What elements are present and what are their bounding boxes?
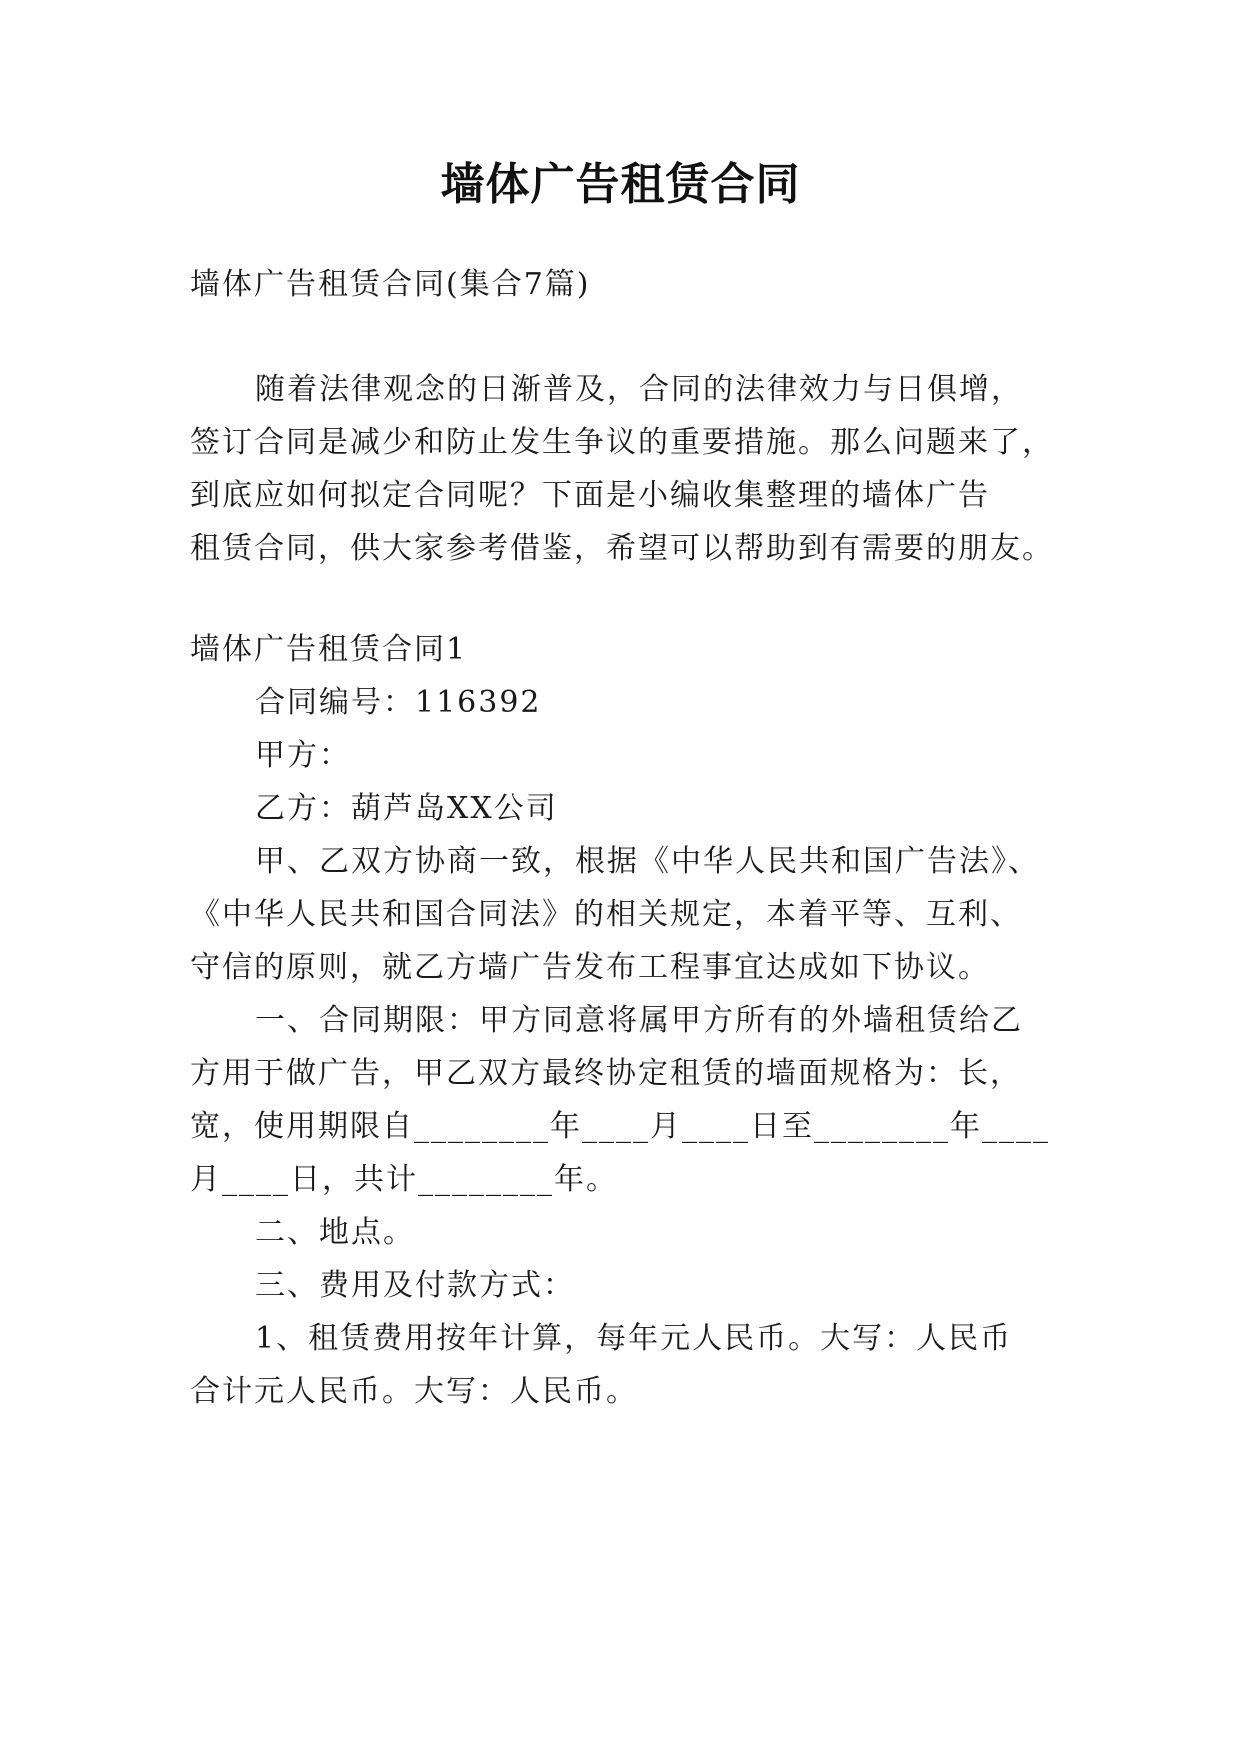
clause-1-line: 方用于做广告，甲乙双方最终协定租赁的墙面规格为：长， — [190, 1056, 1022, 1091]
intro-line: 到底应如何拟定合同呢？下面是小编收集整理的墙体广告 — [190, 478, 990, 513]
document-subtitle: 墙体广告租赁合同(集合7篇) — [190, 267, 591, 302]
clause-2: 二、地点。 — [255, 1215, 415, 1250]
party-a: 甲方： — [255, 738, 351, 773]
clause-1-line: 一、合同期限：甲方同意将属甲方所有的外墙租赁给乙 — [255, 1003, 1023, 1038]
intro-line: 随着法律观念的日渐普及，合同的法律效力与日俱增， — [255, 372, 1023, 407]
preamble-line: 甲、乙双方协商一致，根据《中华人民共和国广告法》、 — [255, 844, 1040, 879]
intro-line: 租赁合同，供大家参考借鉴，希望可以帮助到有需要的朋友。 — [190, 531, 1054, 566]
clause-3-item-1-line: 合计元人民币。大写：人民币。 — [190, 1374, 638, 1409]
preamble-line: 守信的原则，就乙方墙广告发布工程事宜达成如下协议。 — [190, 950, 990, 985]
section-title: 墙体广告租赁合同1 — [190, 632, 468, 667]
intro-line: 签订合同是减少和防止发生争议的重要措施。那么问题来了， — [190, 425, 1054, 460]
clause-3: 三、费用及付款方式： — [255, 1268, 575, 1303]
clause-1-line: 月____日，共计________年。 — [190, 1162, 618, 1197]
party-b: 乙方：葫芦岛XX公司 — [255, 791, 558, 826]
clause-1-line: 宽，使用期限自________年____月____日至________年____ — [190, 1109, 1050, 1144]
clause-3-item-1-line: 1、租赁费用按年计算，每年元人民币。大写：人民币 — [255, 1321, 1013, 1356]
contract-number: 合同编号：116392 — [255, 685, 542, 720]
document-title: 墙体广告租赁合同 — [440, 159, 801, 210]
preamble-line: 《中华人民共和国合同法》的相关规定，本着平等、互利、 — [190, 897, 1022, 932]
